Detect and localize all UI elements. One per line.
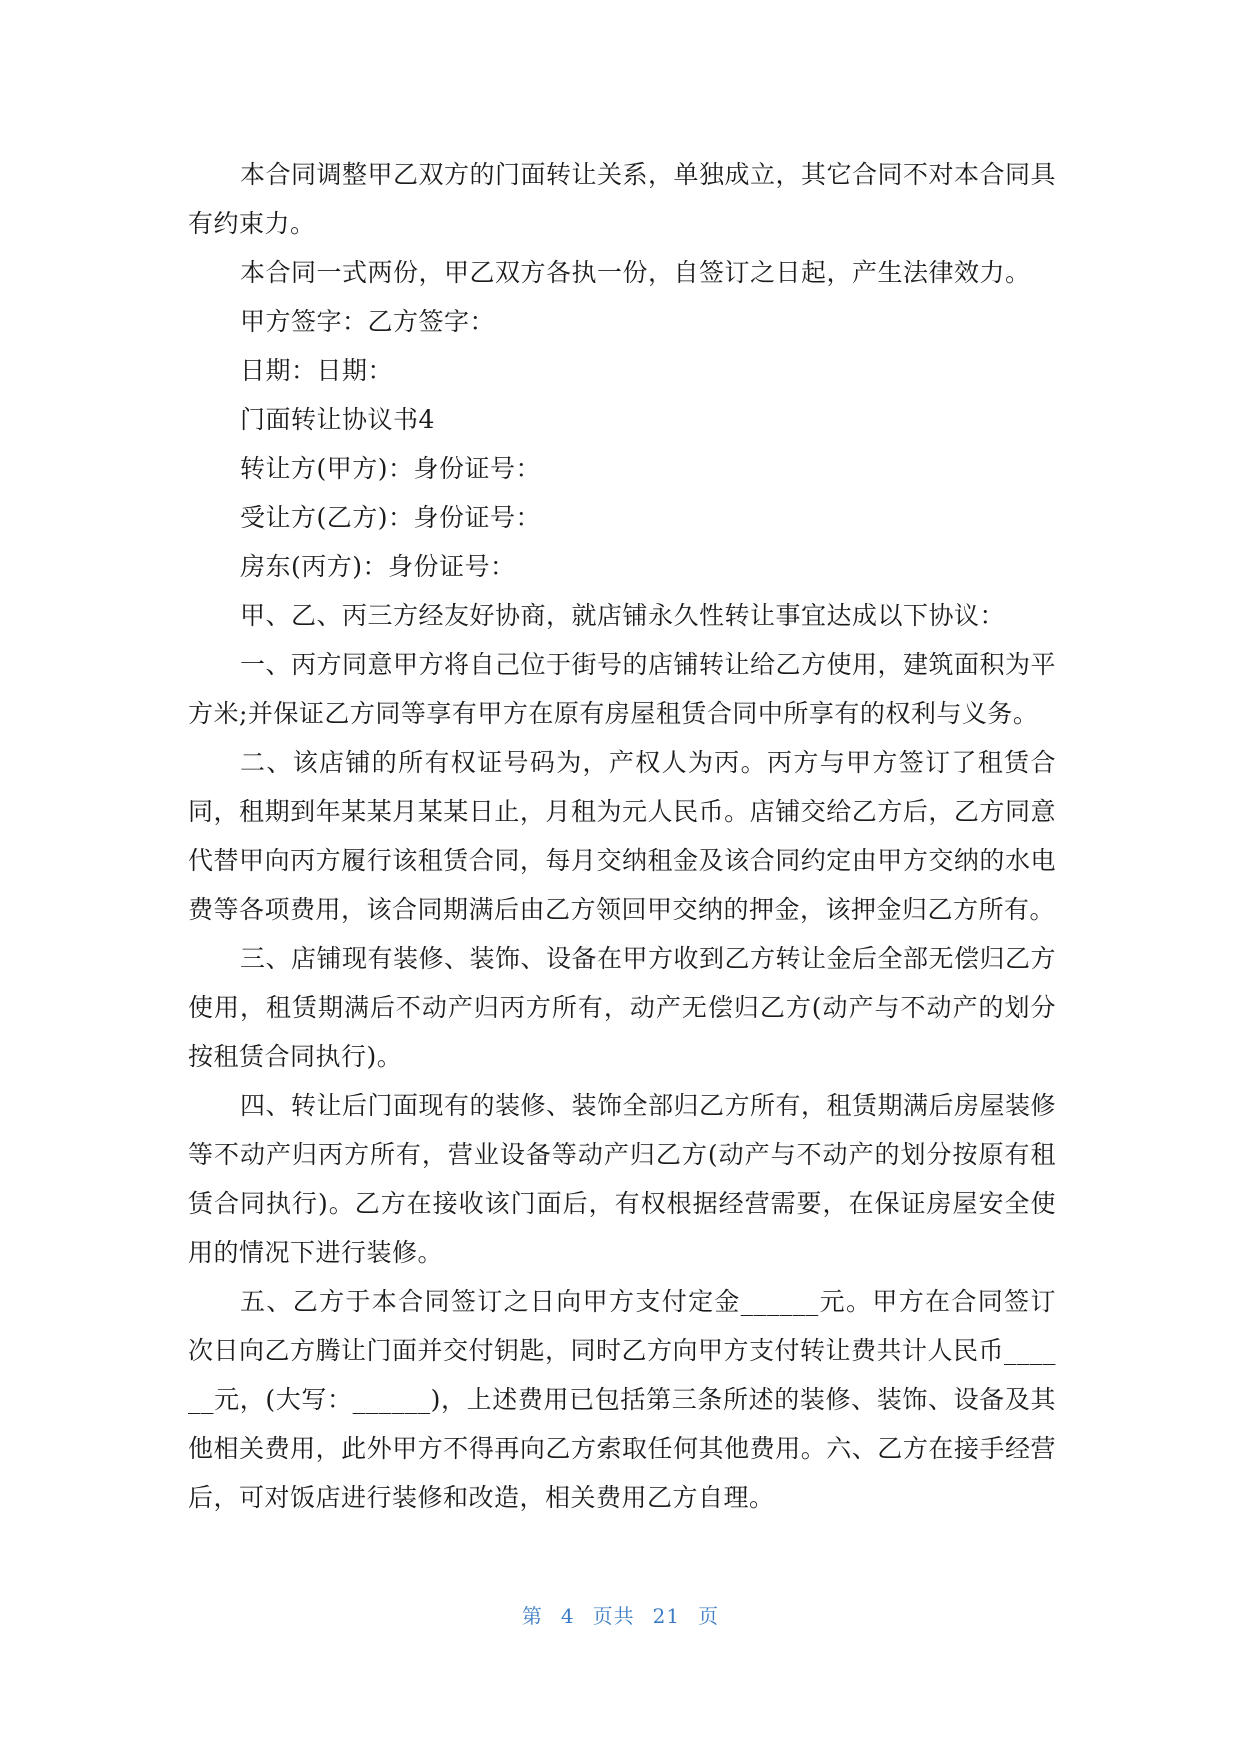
paragraph-copies: 本合同一式两份，甲乙双方各执一份，自签订之日起，产生法律效力。 — [240, 258, 1031, 287]
clause-2: 二、该店铺的所有权证号码为，产权人为丙。丙方与甲方签订了租赁合同，租期到年某某月某某日止，月租为元人民币。店铺交给乙方后，乙方同意代替甲向丙方履行该租赁合同，每月交纳租金及该合同约定由甲方交纳的水电费等各项费用，该合同期满后由乙方领回甲交纳的押金，该押金归乙方所有。 — [188, 748, 1056, 924]
paragraph-landlord: 房东(丙方)：身份证号： — [240, 552, 516, 581]
paragraph-transferee: 受让方(乙方)：身份证号： — [240, 503, 542, 532]
document-body — [188, 150, 1056, 1522]
paragraph-dates: 日期：日期： — [240, 356, 394, 385]
clause-4: 四、转让后门面现有的装修、装饰全部归乙方所有，租赁期满后房屋装修等不动产归丙方所有，营业设备等动产归乙方(动产与不动产的划分按原有租赁合同执行)。乙方在接收该门面后，有权根据经营需要，在保证房屋安全使用的情况下进行装修。 — [188, 1091, 1057, 1267]
footer-prefix: 第 — [521, 1604, 543, 1628]
clause-1: 一、丙方同意甲方将自己位于街号的店铺转让给乙方使用，建筑面积为平方米;并保证乙方同等享有甲方在原有房屋租赁合同中所享有的权利与义务。 — [188, 650, 1057, 728]
paragraph-signatures: 甲方签字：乙方签字： — [240, 307, 496, 336]
footer-middle: 页共 — [592, 1604, 635, 1628]
page-number-footer — [0, 1600, 1241, 1629]
footer-page-number: 4 — [560, 1604, 575, 1628]
paragraph-agreement-intro: 甲、乙、丙三方经友好协商，就店铺永久性转让事宜达成以下协议： — [240, 601, 1006, 630]
section-title: 门面转让协议书4 — [240, 405, 435, 434]
paragraph-transferor: 转让方(甲方)：身份证号： — [240, 454, 542, 483]
footer-suffix: 页 — [698, 1604, 720, 1628]
footer-total-pages: 21 — [652, 1604, 681, 1628]
clause-3: 三、店铺现有装修、装饰、设备在甲方收到乙方转让金后全部无偿归乙方使用，租赁期满后不动产归丙方所有，动产无偿归乙方(动产与不动产的划分按租赁合同执行)。 — [188, 944, 1057, 1071]
paragraph-binding-effect: 本合同调整甲乙双方的门面转让关系，单独成立，其它合同不对本合同具有约束力。 — [188, 160, 1057, 238]
clause-5: 五、乙方于本合同签订之日向甲方支付定金______元。甲方在合同签订次日向乙方腾让门面并交付钥匙，同时乙方向甲方支付转让费共计人民币______元，(大写：______)，上述费用已包括第三条所述的装修、装饰、设备及其他相关费用，此外甲方不得再向乙方索取任何其他费用。六、乙方在接手经营后，可对饭店进行装修和改造，相关费用乙方自理。 — [188, 1287, 1057, 1512]
